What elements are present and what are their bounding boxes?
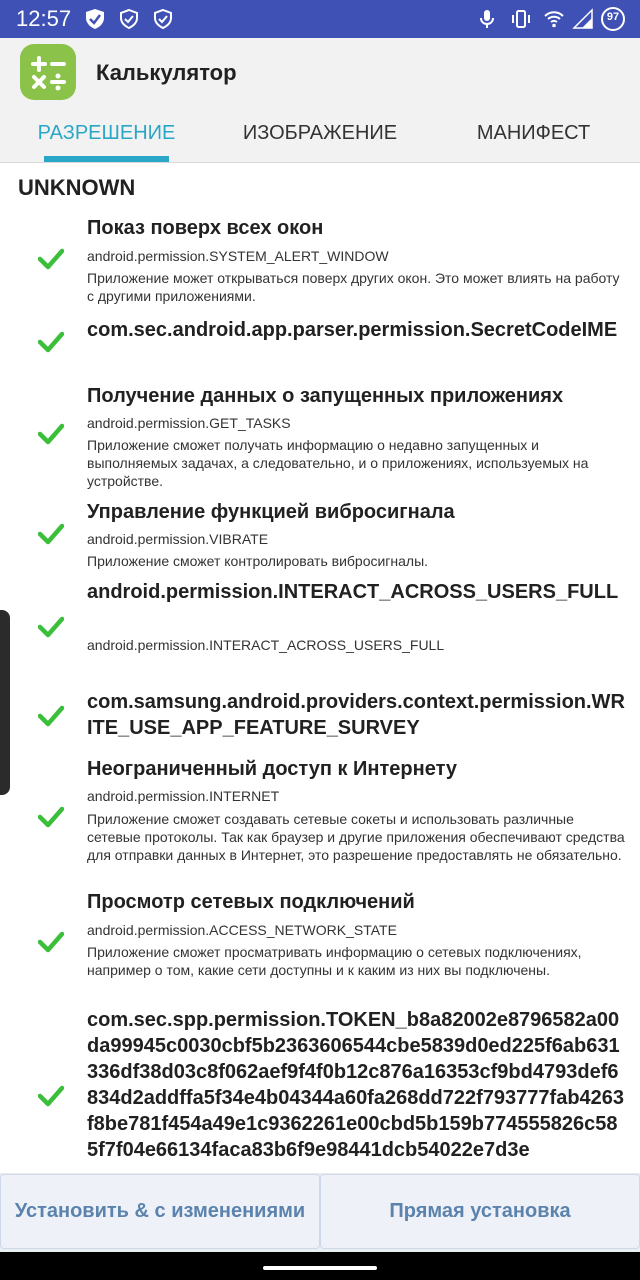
permission-name: android.permission.GET_TASKS [87,415,291,431]
permission-description: Приложение может открываться поверх других окон. Это может влиять на работу с другими приложениями. [87,270,620,304]
section-title: UNKNOWN [18,175,136,200]
signal-icon [572,8,594,30]
permission-title: com.samsung.android.providers.context.permission.WRITE_USE_APP_FEATURE_SURVEY [87,691,625,739]
status-time: 12:57 [16,6,72,31]
shield-check-icon [84,8,106,30]
tab-permission[interactable]: РАЗРЕШЕНИЕ [37,122,176,144]
check-icon [38,705,64,727]
permission-description: Приложение сможет контролировать вибросигналы. [87,553,429,569]
check-icon [38,248,64,270]
status-bar [0,0,640,38]
active-tab-indicator [44,156,169,162]
permission-title: Показ поверх всех окон [87,217,324,239]
app-bar [0,38,640,110]
permission-name: android.permission.VIBRATE [87,531,269,547]
app-title: Калькулятор [96,60,237,85]
permission-list[interactable] [0,163,640,1173]
permission-title: com.sec.spp.permission.TOKEN_b8a82002e8796582a00da99945c0030cbf5b2363606544cbe5839d0ed225f6ab631336df38d03c8f062aef9f4f0b12c876a16353cf9bd4793def6834d2addffa5f34e4b04344a60fa268dd722f793777fab4263f8be781f454a49e1c9362261e00cbd5b159b774555826c585f7f04e66134faca83b6f9e98441dcb54022e7d3e [87,1009,625,1161]
permission-title: Получение данных о запущенных приложениях [87,385,564,407]
microphone-icon [476,8,498,30]
battery-level: 97 [606,11,620,23]
shield-icon [118,8,140,30]
permission-name: android.permission.ACCESS_NETWORK_STATE [87,922,397,938]
permission-description: Приложение сможет просматривать информацию о сетевых подключениях, например о том, какие сети доступны и к каким из них вы подключены. [87,944,582,978]
tab-bar [0,110,640,163]
permission-title: Просмотр сетевых подключений [87,891,415,913]
permission-title: Управление функцией вибросигнала [87,501,455,523]
direct-install-button[interactable]: Прямая установка [320,1174,640,1249]
check-icon [38,423,64,445]
permission-description: Приложение сможет получать информацию о недавно запущенных и выполняемых задачах, а следовательно, и о приложениях, используемых на устройстве. [87,437,589,489]
check-icon [38,523,64,545]
check-icon [38,931,64,953]
edge-panel-handle[interactable] [0,610,10,795]
vibrate-icon [510,8,532,30]
home-gesture-handle[interactable] [263,1266,377,1270]
calculator-app-icon [20,44,76,100]
check-icon [38,616,64,638]
permission-description: Приложение сможет создавать сетевые сокеты и использовать различные сетевые протоколы. Так как браузер и другие приложения обеспечивают средства для отправки данных в Интернет, это разрешение предоставлять не обязательно. [87,811,625,863]
navigation-bar [0,1252,640,1280]
check-icon [38,331,64,353]
check-icon [38,1085,64,1107]
permission-title: Неограниченный доступ к Интернету [87,758,457,780]
permission-title: com.sec.android.app.parser.permission.SecretCodeIME [87,319,618,341]
check-icon [38,806,64,828]
shield-icon [152,8,174,30]
permission-name: android.permission.INTERNET [87,788,280,804]
permission-title: android.permission.INTERACT_ACROSS_USERS_FULL [87,581,619,603]
permission-name: android.permission.SYSTEM_ALERT_WINDOW [87,248,389,264]
wifi-icon [543,8,565,30]
tab-manifest[interactable]: МАНИФЕСТ [476,122,591,144]
install-with-changes-button[interactable]: Установить & с изменениями [0,1174,320,1249]
tab-image[interactable]: ИЗОБРАЖЕНИЕ [242,122,398,144]
permission-name: android.permission.INTERACT_ACROSS_USERS_FULL [87,637,445,653]
